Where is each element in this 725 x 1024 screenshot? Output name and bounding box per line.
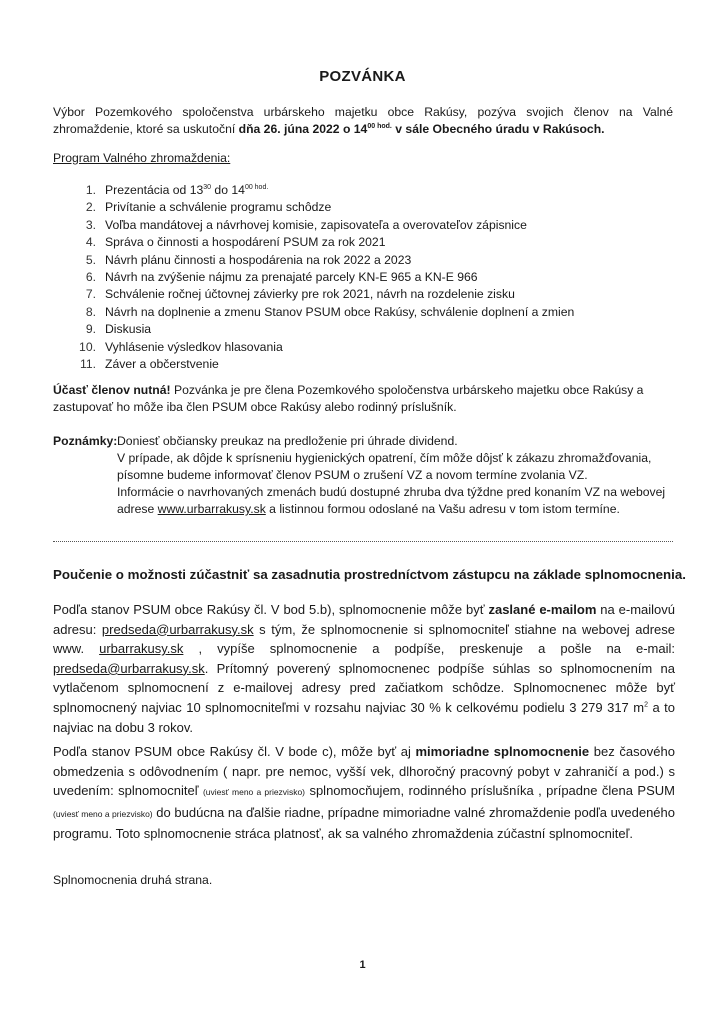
item-text: Návrh na doplnenie a zmenu Stanov PSUM obce Rakúsy, schválenie doplnení a zmien: [105, 304, 575, 319]
dotted-divider: [53, 541, 673, 542]
item-number: 6.: [85, 269, 96, 284]
notes-label: Poznámky:: [53, 434, 118, 448]
list-item: [78, 217, 574, 234]
list-item: [78, 286, 574, 303]
note-line: adrese www.urbarrakusy.sk a listinnou formou odoslané na Vašu adresu v tom istom termíne.: [117, 502, 620, 516]
item-text: Vyhlásenie výsledkov hlasovania: [105, 339, 283, 354]
list-item: [78, 252, 574, 269]
item-number: 2.: [85, 200, 96, 215]
page-number: 1: [359, 959, 366, 971]
item-number: 4.: [85, 235, 96, 250]
item-text: Schválenie ročnej účtovnej závierky pre rok 2021, návrh na rozdelenie zisku: [105, 287, 515, 302]
attendance-required: Účasť členov nutná!: [53, 383, 171, 397]
item-number: 8.: [85, 304, 96, 319]
item-text: Záver a občerstvenie: [105, 356, 219, 371]
proxy-paragraph-email: Podľa stanov PSUM obce Rakúsy čl. V bod 5.b), splnomocnenie môže byť zaslané e-mailom na e-mailovú adresu: predseda@urbarrakusy.sk s tým, že splnomocnenie si splnomocniteľ stiahne na webovej adrese www. urbarrakusy.sk , vypíše splnomocnenie a podpíše, preskenuje a pošle na e-mail: predseda@urbarrakusy.sk. Prítomný poverený splnomocnenec podpíše súhlas so splnomocnením na vytlačenom splnomocnení z e-mailovej adresy pred začiatkom schôdze. Splnomocnenec môže byť splnomocnený najviac 10 splnomocniteľmi v rozsahu najviac 30 % k celkovému podielu 3 279 317 $m^2$ a to najviac na dobu 3 rokov.: [53, 602, 676, 735]
attendance-paragraph: [53, 382, 673, 416]
item-number: 3.: [85, 217, 96, 232]
item-number: 11.: [79, 356, 96, 371]
intro-text: Výbor Pozemkového spoločenstva urbárskeho majetku obce Rakúsy, pozýva svojich členov na Valné zhromaždenie, ktoré sa uskutoční: [53, 105, 673, 136]
item-number: 7.: [85, 287, 96, 302]
program-heading: Program Valného zhromaždenia:: [53, 151, 231, 165]
item-number: 9.: [85, 322, 96, 337]
meeting-date: dňa 26. júna 2022 o 14: [238, 122, 368, 136]
extraordinary-proxy: mimoriadne splnomocnenie: [415, 744, 590, 759]
program-list: [78, 182, 574, 373]
intro-paragraph: [53, 104, 673, 138]
list-item: [78, 304, 574, 321]
note-line: písomne budeme informovať členov PSUM o zrušení VZ a novom termíne zvolania VZ.: [117, 468, 588, 482]
website-link[interactable]: urbarrakusy.sk: [99, 641, 184, 657]
list-item: [78, 182, 574, 199]
website-link[interactable]: www.urbarrakusy.sk: [157, 502, 266, 516]
meeting-time-sup: 00 hod.: [367, 122, 392, 130]
item-text: Návrh plánu činnosti a hospodárenia na rok 2022 a 2023: [105, 252, 412, 267]
closing-note: Splnomocnenia druhá strana.: [53, 873, 213, 887]
email-link[interactable]: predseda@urbarrakusy.sk: [101, 621, 254, 637]
list-item: [78, 269, 574, 286]
email-link[interactable]: predseda@urbarrakusy.sk: [53, 660, 205, 676]
note-line: Informácie o navrhovaných zmenách budú dostupné zhruba dva týždne pred konaním VZ na webovej: [117, 485, 666, 499]
item-number: 1.: [85, 183, 96, 197]
item-text: Prezentácia od $13^{30}$ do $14^{00 hod.}$: [105, 183, 269, 197]
item-number: 10.: [79, 339, 96, 354]
list-item: [78, 321, 574, 338]
item-text: Voľba mandátovej a návrhovej komisie, zapisovateľa a overovateľov zápisnice: [105, 217, 527, 232]
list-item: [78, 199, 574, 216]
proxy-section-title: Poučenie o možnosti zúčastniť sa zasadnutia prostredníctvom zástupcu na základe splnomocnenia.: [53, 567, 686, 582]
list-item: [78, 356, 574, 373]
document-title: POZVÁNKA: [319, 68, 406, 85]
proxy-paragraph-extraordinary: Podľa stanov PSUM obce Rakúsy čl. V bode c), môže byť aj mimoriadne splnomocnenie bez časového obmedzenia s odôvodnením ( napr. pre nemoc, vyšší vek, dlhoročný pracovný pobyt v zahraničí a pod.) s uvedením: splnomocniteľ (uviesť meno a priezvisko) splnomocňujem, rodinného príslušníka , prípadne člena PSUM (uviesť meno a priezvisko) do budúcna na ďalšie riadne, prípadne mimoriadne valné zhromaždenie podľa uvedeného programu. Toto splnomocnenie stráca platnosť, ak sa valného zhromaždenia zúčastní splnomocniteľ.: [53, 744, 676, 842]
item-text: Správa o činnosti a hospodárení PSUM za rok 2021: [105, 235, 386, 250]
list-item: [78, 339, 574, 356]
item-text: Diskusia: [105, 322, 152, 337]
attendance-text: Pozvánka je pre člena Pozemkového spoločenstva urbárskeho majetku obce Rakúsy a zastupovať ho môže iba člen PSUM obce Rakúsy alebo rodinný príslušník.: [53, 383, 644, 414]
email-method: zaslané e-mailom: [488, 602, 597, 617]
note-line: V prípade, ak dôjde k sprísneniu hygienických opatrení, čím môže dôjsť k zákazu zhromažďovania,: [117, 451, 652, 465]
fill-in-hint: (uviesť meno a priezvisko): [53, 808, 153, 819]
meeting-place: v sále Obecného úradu v Rakúsoch.: [391, 122, 605, 136]
notes-block: [117, 433, 673, 518]
item-number: 5.: [85, 252, 96, 267]
fill-in-hint: (uviesť meno a priezvisko): [202, 787, 306, 798]
item-text: Privítanie a schválenie programu schôdze: [105, 200, 332, 215]
note-line: Doniesť občiansky preukaz na predloženie pri úhrade dividend.: [117, 434, 458, 448]
item-text: Návrh na zvýšenie nájmu za prenajaté parcely KN-E 965 a KN-E 966: [105, 269, 478, 284]
list-item: [78, 234, 574, 251]
